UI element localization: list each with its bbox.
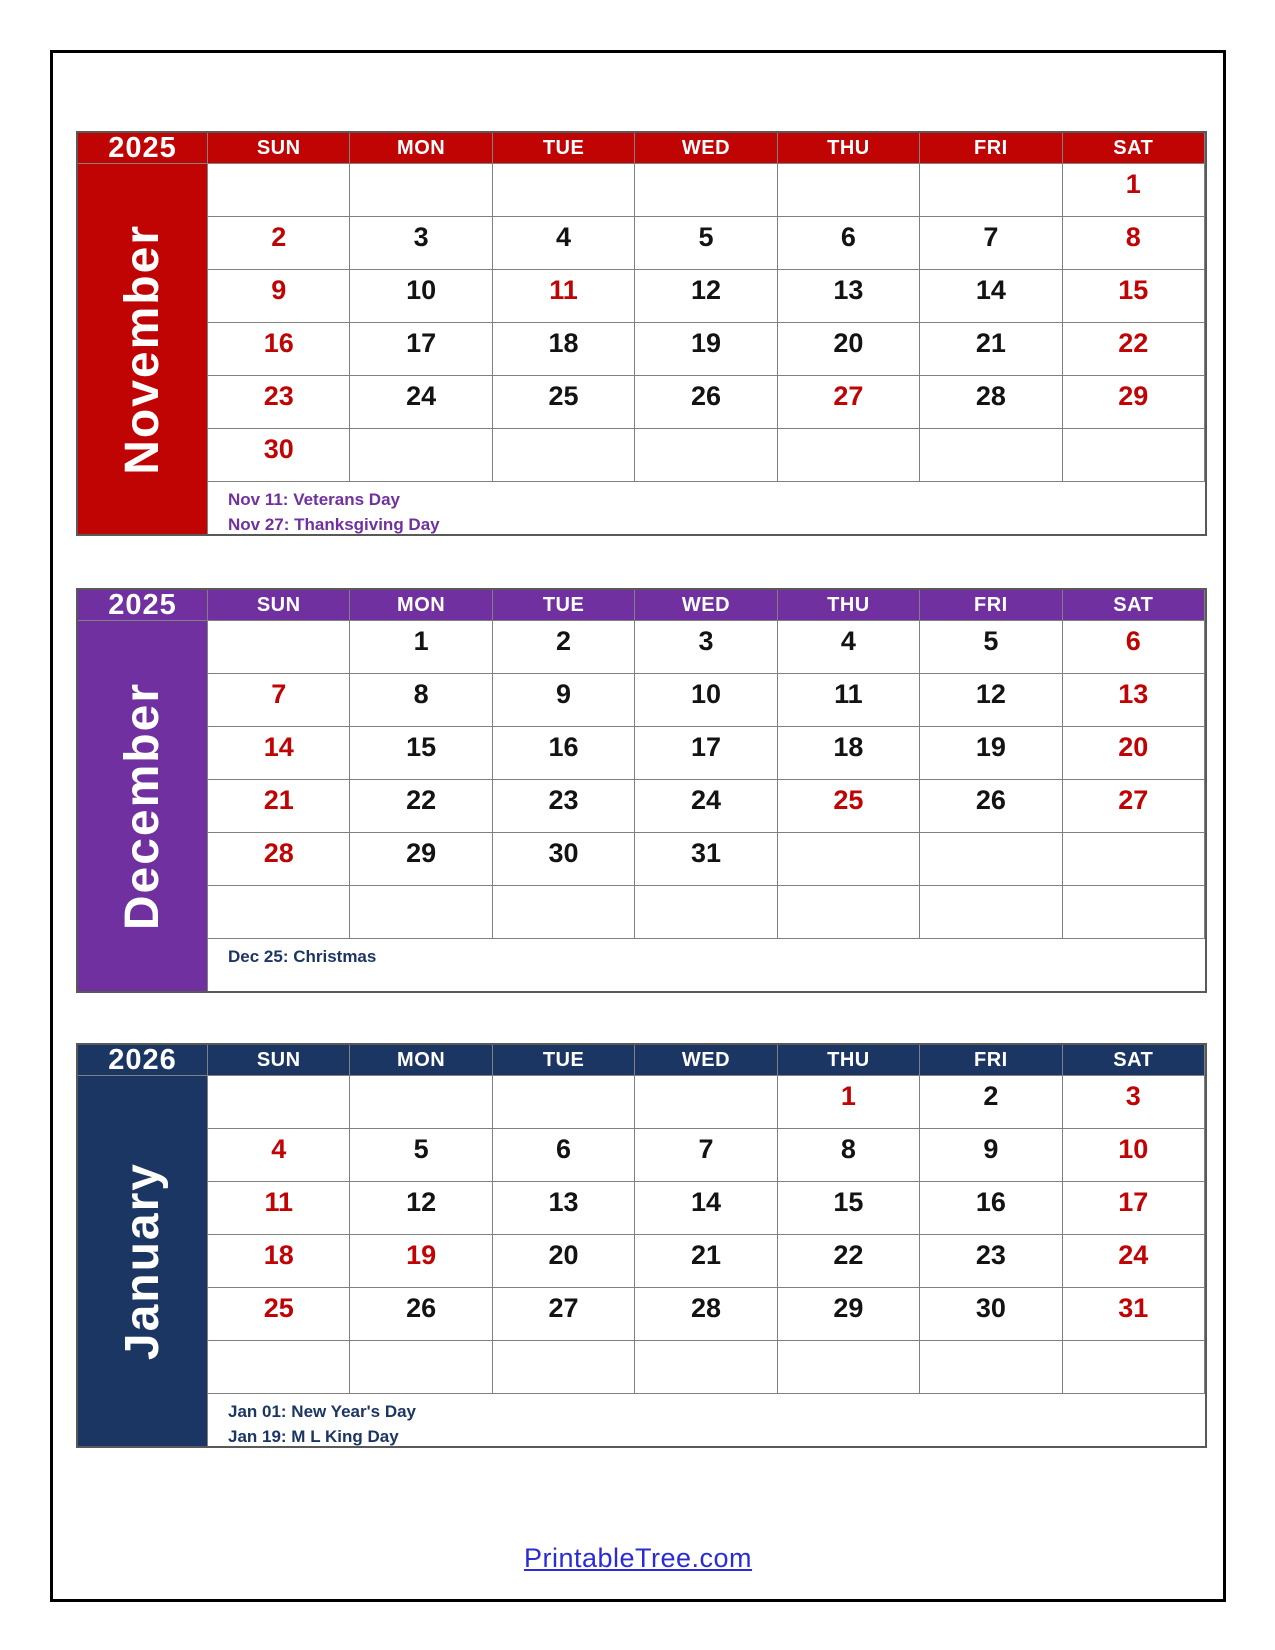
date-cell: 24 bbox=[1063, 1235, 1205, 1288]
date-cell: 31 bbox=[635, 833, 777, 886]
date-cell: 28 bbox=[208, 833, 350, 886]
date-cell: 28 bbox=[920, 376, 1062, 429]
date-cell: 10 bbox=[350, 270, 492, 323]
date-cell: 20 bbox=[1063, 727, 1205, 780]
date-cell bbox=[635, 1341, 777, 1394]
day-header-sat: SAT bbox=[1063, 133, 1205, 164]
day-header-wed: WED bbox=[635, 590, 777, 621]
date-cell: 7 bbox=[920, 217, 1062, 270]
date-cell: 18 bbox=[493, 323, 635, 376]
date-cell bbox=[635, 429, 777, 482]
date-cell: 15 bbox=[1063, 270, 1205, 323]
date-cell: 16 bbox=[493, 727, 635, 780]
date-cell: 2 bbox=[920, 1076, 1062, 1129]
date-cell: 15 bbox=[350, 727, 492, 780]
date-cell: 25 bbox=[208, 1288, 350, 1341]
date-cell: 5 bbox=[635, 217, 777, 270]
date-cell: 10 bbox=[635, 674, 777, 727]
month-sidebar bbox=[78, 1076, 208, 1446]
date-cell: 4 bbox=[208, 1129, 350, 1182]
date-cell bbox=[1063, 429, 1205, 482]
date-cell: 4 bbox=[778, 621, 920, 674]
day-header-sun: SUN bbox=[208, 590, 350, 621]
date-cell bbox=[493, 1341, 635, 1394]
date-cell bbox=[208, 886, 350, 939]
date-cell: 17 bbox=[1063, 1182, 1205, 1235]
day-header-fri: FRI bbox=[920, 590, 1062, 621]
holiday-notes bbox=[208, 482, 1205, 534]
date-cell: 18 bbox=[778, 727, 920, 780]
date-cell: 26 bbox=[635, 376, 777, 429]
date-cell bbox=[1063, 1341, 1205, 1394]
date-cell: 20 bbox=[493, 1235, 635, 1288]
day-header-tue: TUE bbox=[493, 1045, 635, 1076]
date-cell: 16 bbox=[208, 323, 350, 376]
date-cell: 26 bbox=[350, 1288, 492, 1341]
date-cell: 31 bbox=[1063, 1288, 1205, 1341]
day-header-sat: SAT bbox=[1063, 1045, 1205, 1076]
date-cell: 11 bbox=[778, 674, 920, 727]
date-cell: 27 bbox=[778, 376, 920, 429]
date-cell bbox=[208, 1076, 350, 1129]
date-cell bbox=[778, 886, 920, 939]
printabletree-link[interactable]: PrintableTree.com bbox=[523, 1543, 753, 1573]
date-cell: 12 bbox=[635, 270, 777, 323]
date-cell: 27 bbox=[1063, 780, 1205, 833]
date-cell: 5 bbox=[920, 621, 1062, 674]
date-cell: 14 bbox=[635, 1182, 777, 1235]
date-cell: 20 bbox=[778, 323, 920, 376]
date-cell: 25 bbox=[778, 780, 920, 833]
date-cell bbox=[350, 164, 492, 217]
holiday-note: Jan 01: New Year's Day bbox=[228, 1402, 417, 1421]
day-header-mon: MON bbox=[350, 133, 492, 164]
day-header-sun: SUN bbox=[208, 133, 350, 164]
month-december-2025 bbox=[76, 588, 1207, 993]
date-cell: 29 bbox=[778, 1288, 920, 1341]
date-cell: 8 bbox=[1063, 217, 1205, 270]
date-cell: 9 bbox=[493, 674, 635, 727]
date-cell: 6 bbox=[493, 1129, 635, 1182]
date-cell: 13 bbox=[1063, 674, 1205, 727]
date-cell: 3 bbox=[350, 217, 492, 270]
month-sidebar bbox=[78, 164, 208, 534]
date-cell bbox=[920, 833, 1062, 886]
date-cell: 23 bbox=[920, 1235, 1062, 1288]
holiday-notes bbox=[208, 939, 1205, 991]
date-cell bbox=[208, 621, 350, 674]
date-cell bbox=[920, 164, 1062, 217]
date-cell: 23 bbox=[493, 780, 635, 833]
date-cell: 23 bbox=[208, 376, 350, 429]
date-cell bbox=[920, 1341, 1062, 1394]
date-cell: 17 bbox=[635, 727, 777, 780]
page-frame bbox=[50, 50, 1226, 1602]
date-cell: 19 bbox=[920, 727, 1062, 780]
holiday-note: Nov 27: Thanksgiving Day bbox=[228, 515, 440, 534]
date-cell: 1 bbox=[1063, 164, 1205, 217]
day-header-mon: MON bbox=[350, 1045, 492, 1076]
holiday-note: Dec 25: Christmas bbox=[228, 947, 377, 966]
date-cell: 24 bbox=[350, 376, 492, 429]
date-cell bbox=[1063, 833, 1205, 886]
date-cell: 21 bbox=[208, 780, 350, 833]
date-cell: 25 bbox=[493, 376, 635, 429]
date-cell bbox=[778, 833, 920, 886]
date-cell: 12 bbox=[350, 1182, 492, 1235]
date-cell bbox=[350, 1341, 492, 1394]
date-cell: 27 bbox=[493, 1288, 635, 1341]
date-cell bbox=[493, 429, 635, 482]
date-cell: 14 bbox=[920, 270, 1062, 323]
date-cell: 19 bbox=[350, 1235, 492, 1288]
holiday-note: Jan 19: M L King Day bbox=[228, 1427, 399, 1446]
year-label: 2025 bbox=[78, 590, 208, 621]
date-cell: 4 bbox=[493, 217, 635, 270]
date-cell: 15 bbox=[778, 1182, 920, 1235]
date-cell: 10 bbox=[1063, 1129, 1205, 1182]
month-january-2026 bbox=[76, 1043, 1207, 1448]
day-header-tue: TUE bbox=[493, 133, 635, 164]
date-cell: 1 bbox=[778, 1076, 920, 1129]
date-cell: 29 bbox=[1063, 376, 1205, 429]
date-cell bbox=[635, 1076, 777, 1129]
date-cell: 16 bbox=[920, 1182, 1062, 1235]
month-sidebar bbox=[78, 621, 208, 991]
date-cell: 9 bbox=[208, 270, 350, 323]
month-november-2025 bbox=[76, 131, 1207, 536]
date-cell: 30 bbox=[920, 1288, 1062, 1341]
date-cell bbox=[635, 164, 777, 217]
date-cell: 3 bbox=[1063, 1076, 1205, 1129]
date-cell: 14 bbox=[208, 727, 350, 780]
date-cell: 18 bbox=[208, 1235, 350, 1288]
date-cell: 22 bbox=[778, 1235, 920, 1288]
month-name-label: November bbox=[116, 223, 169, 475]
date-cell: 5 bbox=[350, 1129, 492, 1182]
date-cell: 21 bbox=[920, 323, 1062, 376]
date-cell: 11 bbox=[208, 1182, 350, 1235]
date-cell: 8 bbox=[778, 1129, 920, 1182]
day-header-thu: THU bbox=[778, 133, 920, 164]
day-header-fri: FRI bbox=[920, 133, 1062, 164]
date-cell: 17 bbox=[350, 323, 492, 376]
date-cell: 30 bbox=[208, 429, 350, 482]
month-name-label: January bbox=[116, 1161, 169, 1361]
date-cell: 28 bbox=[635, 1288, 777, 1341]
date-cell bbox=[778, 429, 920, 482]
date-cell: 6 bbox=[778, 217, 920, 270]
date-cell: 3 bbox=[635, 621, 777, 674]
day-header-mon: MON bbox=[350, 590, 492, 621]
date-cell bbox=[350, 429, 492, 482]
date-cell: 24 bbox=[635, 780, 777, 833]
date-cell: 6 bbox=[1063, 621, 1205, 674]
day-header-sun: SUN bbox=[208, 1045, 350, 1076]
date-cell bbox=[1063, 886, 1205, 939]
date-cell bbox=[350, 1076, 492, 1129]
year-label: 2026 bbox=[78, 1045, 208, 1076]
day-header-thu: THU bbox=[778, 1045, 920, 1076]
day-header-fri: FRI bbox=[920, 1045, 1062, 1076]
year-label: 2025 bbox=[78, 133, 208, 164]
date-cell bbox=[493, 164, 635, 217]
date-cell bbox=[920, 429, 1062, 482]
date-cell: 21 bbox=[635, 1235, 777, 1288]
date-cell bbox=[493, 1076, 635, 1129]
date-cell: 19 bbox=[635, 323, 777, 376]
date-cell: 12 bbox=[920, 674, 1062, 727]
date-cell bbox=[208, 1341, 350, 1394]
date-cell: 13 bbox=[493, 1182, 635, 1235]
date-cell bbox=[350, 886, 492, 939]
date-cell: 9 bbox=[920, 1129, 1062, 1182]
date-cell bbox=[493, 886, 635, 939]
day-header-wed: WED bbox=[635, 1045, 777, 1076]
date-cell bbox=[920, 886, 1062, 939]
day-header-tue: TUE bbox=[493, 590, 635, 621]
date-cell bbox=[778, 164, 920, 217]
date-cell bbox=[635, 886, 777, 939]
date-cell: 22 bbox=[350, 780, 492, 833]
day-header-wed: WED bbox=[635, 133, 777, 164]
date-cell: 1 bbox=[350, 621, 492, 674]
date-cell bbox=[208, 164, 350, 217]
date-cell: 2 bbox=[208, 217, 350, 270]
month-name-label: December bbox=[116, 681, 169, 931]
date-cell: 22 bbox=[1063, 323, 1205, 376]
date-cell: 30 bbox=[493, 833, 635, 886]
date-cell: 13 bbox=[778, 270, 920, 323]
date-cell: 26 bbox=[920, 780, 1062, 833]
date-cell: 7 bbox=[208, 674, 350, 727]
day-header-sat: SAT bbox=[1063, 590, 1205, 621]
date-cell: 29 bbox=[350, 833, 492, 886]
date-cell: 7 bbox=[635, 1129, 777, 1182]
footer bbox=[53, 1543, 1223, 1574]
day-header-thu: THU bbox=[778, 590, 920, 621]
holiday-notes bbox=[208, 1394, 1205, 1446]
date-cell: 2 bbox=[493, 621, 635, 674]
holiday-note: Nov 11: Veterans Day bbox=[228, 490, 400, 509]
date-cell: 8 bbox=[350, 674, 492, 727]
date-cell bbox=[778, 1341, 920, 1394]
date-cell: 11 bbox=[493, 270, 635, 323]
